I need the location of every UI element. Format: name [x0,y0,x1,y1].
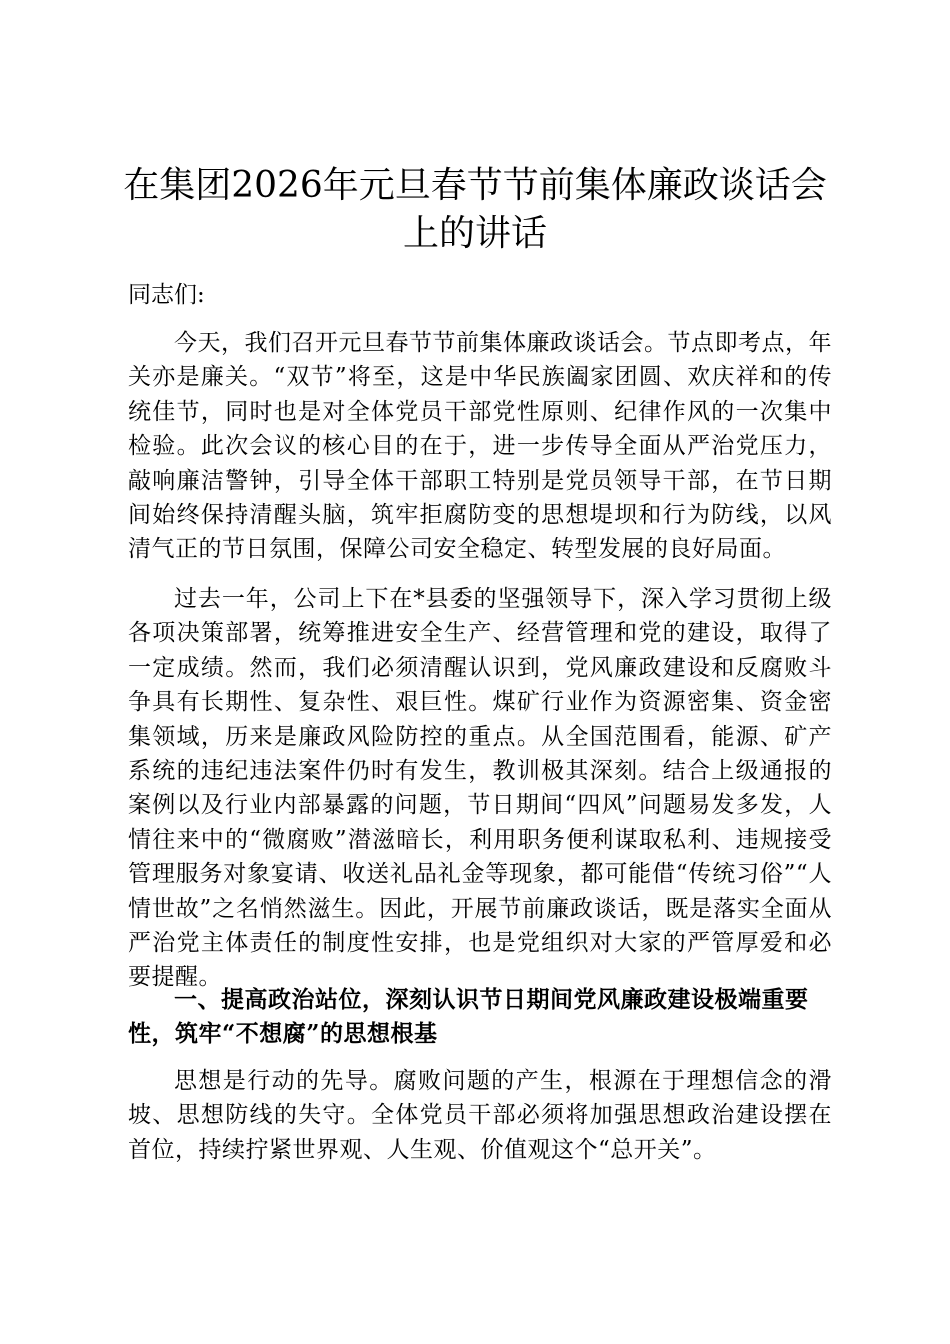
body-paragraph: 过去一年，公司上下在*县委的坚强领导下，深入学习贯彻上级各项决策部署，统筹推进安全生产、经营管理和党的建设，取得了一定成绩。然而，我们必须清醒认识到，党风廉政建设和反腐败斗争具有长期性、复杂性、艰巨性。煤矿行业作为资源密集、资金密集领域，历来是廉政风险防控的重点。从全国范围看，能源、矿产系统的违纪违法案件仍时有发生，教训极其深刻。结合上级通报的案例以及行业内部暴露的问题，节日期间“四风”问题易发多发，人情往来中的“微腐败”潜滋暗长，利用职务便利谋取私利、违规接受管理服务对象宴请、收送礼品礼金等现象，都可能借“传统习俗”“人情世故”之名悄然滋生。因此，开展节前廉政谈话，既是落实全面从严治党主体责任的制度性安排，也是党组织对大家的严管厚爱和必要提醒。 [128,586,832,991]
section-paragraph: 思想是行动的先导。腐败问题的产生，根源在于理想信念的滑坡、思想防线的失守。全体党员干部必须将加强思想政治建设摆在首位，持续拧紧世界观、人生观、价值观这个“总开关”。 [128,1068,832,1163]
body-paragraph: 今天，我们召开元旦春节节前集体廉政谈话会。节点即考点，年关亦是廉关。“双节”将至，这是中华民族阖家团圆、欢庆祥和的传统佳节，同时也是对全体党员干部党性原则、纪律作风的一次集中检验。此次会议的核心目的在于，进一步传导全面从严治党压力，敲响廉洁警钟，引导全体干部职工特别是党员领导干部，在节日期间始终保持清醒头脑，筑牢拒腐防变的思想堤坝和行为防线，以风清气正的节日氛围，保障公司安全稳定、转型发展的良好局面。 [128,330,832,563]
salutation: 同志们: [128,282,205,308]
section-heading: 一、提高政治站位，深刻认识节日期间党风廉政建设极端重要性，筑牢“不想腐”的思想根基 [128,986,809,1047]
document-title: 在集团2026年元旦春节节前集体廉政谈话会上的讲话 [123,165,827,254]
